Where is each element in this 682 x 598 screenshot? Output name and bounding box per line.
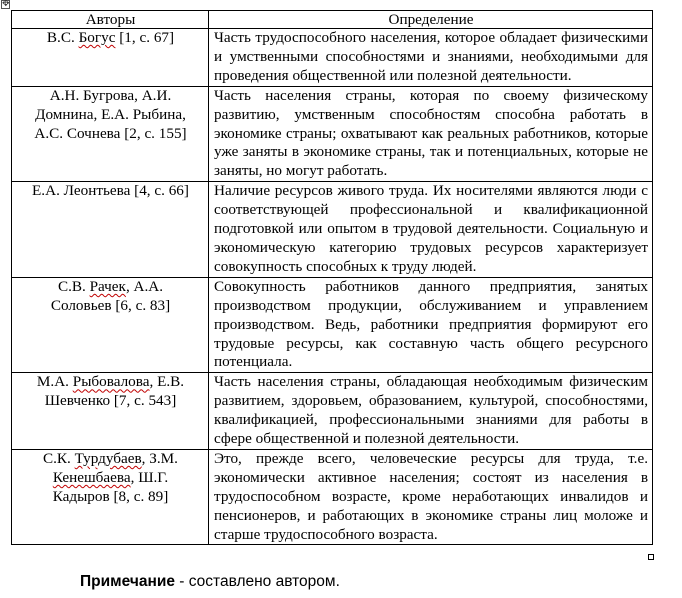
definition-cell[interactable]: Часть трудоспособного населения, которое обладает физическими и умственными способностями и знаниями, необходимыми для проведения общественной или полезной деятельности.	[209, 29, 653, 87]
author-cell[interactable]	[12, 277, 209, 373]
author-line: Кадыров [8, с. 89]	[52, 487, 169, 505]
author-cell[interactable]	[12, 449, 209, 545]
spellcheck-word: Кенешбаева	[52, 468, 131, 486]
author-line: Домнина, Е.А. Рыбина,	[35, 105, 186, 123]
table-move-handle[interactable]: ✥	[2, 0, 10, 9]
spellcheck-word: Рачек	[89, 277, 126, 295]
author-cell[interactable]: Е.А. Леонтьева [4, с. 66]	[12, 182, 209, 278]
author-text: , Ш.Г.	[130, 468, 169, 486]
table-note	[80, 573, 340, 591]
table-row	[12, 182, 653, 278]
spellcheck-word: Турдубаев	[74, 449, 142, 467]
author-cell[interactable]	[12, 373, 209, 450]
header-authors[interactable]: Авторы	[12, 11, 209, 29]
author-text: В.С.	[46, 29, 79, 46]
author-text: С.К.	[43, 449, 75, 467]
author-cell[interactable]	[12, 86, 209, 182]
author-text: , З.М.	[141, 449, 178, 467]
table-row	[12, 29, 653, 87]
definition-cell[interactable]: Часть населения страны, которая по своему физическому развитию, умственным способностям способна работать в экономике страны; охватывают как реальных работников, которые уже заняты в экономике страны, так и потенциальных, которые не заняты, но могут работать.	[209, 86, 653, 182]
definition-cell[interactable]: Наличие ресурсов живого труда. Их носителями являются люди с соответствующей профессиональной и квалификационной подготовкой или опытом в трудовой деятельности. Социальную и экономическую категорию трудовых ресурсов характеризует совокупность способных к труду людей.	[209, 182, 653, 278]
author-text: , А.А.	[125, 277, 164, 295]
author-text: М.А.	[36, 373, 73, 391]
author-cell[interactable]	[12, 29, 209, 87]
table-resize-handle[interactable]	[648, 554, 654, 560]
author-text: С.В.	[57, 277, 90, 295]
author-line: Соловьев [6, с. 83]	[50, 296, 171, 314]
note-label: Примечание	[80, 573, 175, 590]
table-row	[12, 449, 653, 545]
table-header-row	[12, 11, 653, 29]
table-row	[12, 86, 653, 182]
author-line: Шевченко [7, с. 543]	[44, 392, 177, 410]
author-text: , Е.В.	[149, 373, 185, 391]
table-row	[12, 373, 653, 450]
author-line: А.С. Сочнева [2, с. 155]	[34, 124, 187, 142]
definition-cell[interactable]: Это, прежде всего, человеческие ресурсы для труда, т.е. экономически активное населения; состоят из населения в трудоспособном возрасте, кроме неработающих инвалидов и пенсионеров, и работающих в экономике страны лиц моложе и старше трудоспособного возраста.	[209, 449, 653, 545]
definitions-table	[11, 10, 653, 545]
spellcheck-word: Богус	[78, 29, 116, 46]
table-row	[12, 277, 653, 373]
definition-cell[interactable]: Часть населения страны, обладающая необходимым физическим развитием, здоровьем, образованием, культурой, способностями, квалификацией, профессиональными знаниями для работы в сфере общественной и полезной деятельности.	[209, 373, 653, 450]
spellcheck-word: Рыбовалова	[72, 373, 150, 391]
note-text: - составлено автором.	[174, 573, 340, 590]
header-definition[interactable]: Определение	[209, 11, 653, 29]
definition-cell[interactable]: Совокупность работников данного предприятия, занятых производством продукции, обслуживанием и управлением производством. Ведь, работники предприятия формируют его трудовые ресурсы, как составную часть общего ресурсного потенциала.	[209, 277, 653, 373]
author-line: А.Н. Бугрова, А.И.	[49, 86, 172, 104]
author-text: [1, с. 67]	[115, 29, 175, 46]
